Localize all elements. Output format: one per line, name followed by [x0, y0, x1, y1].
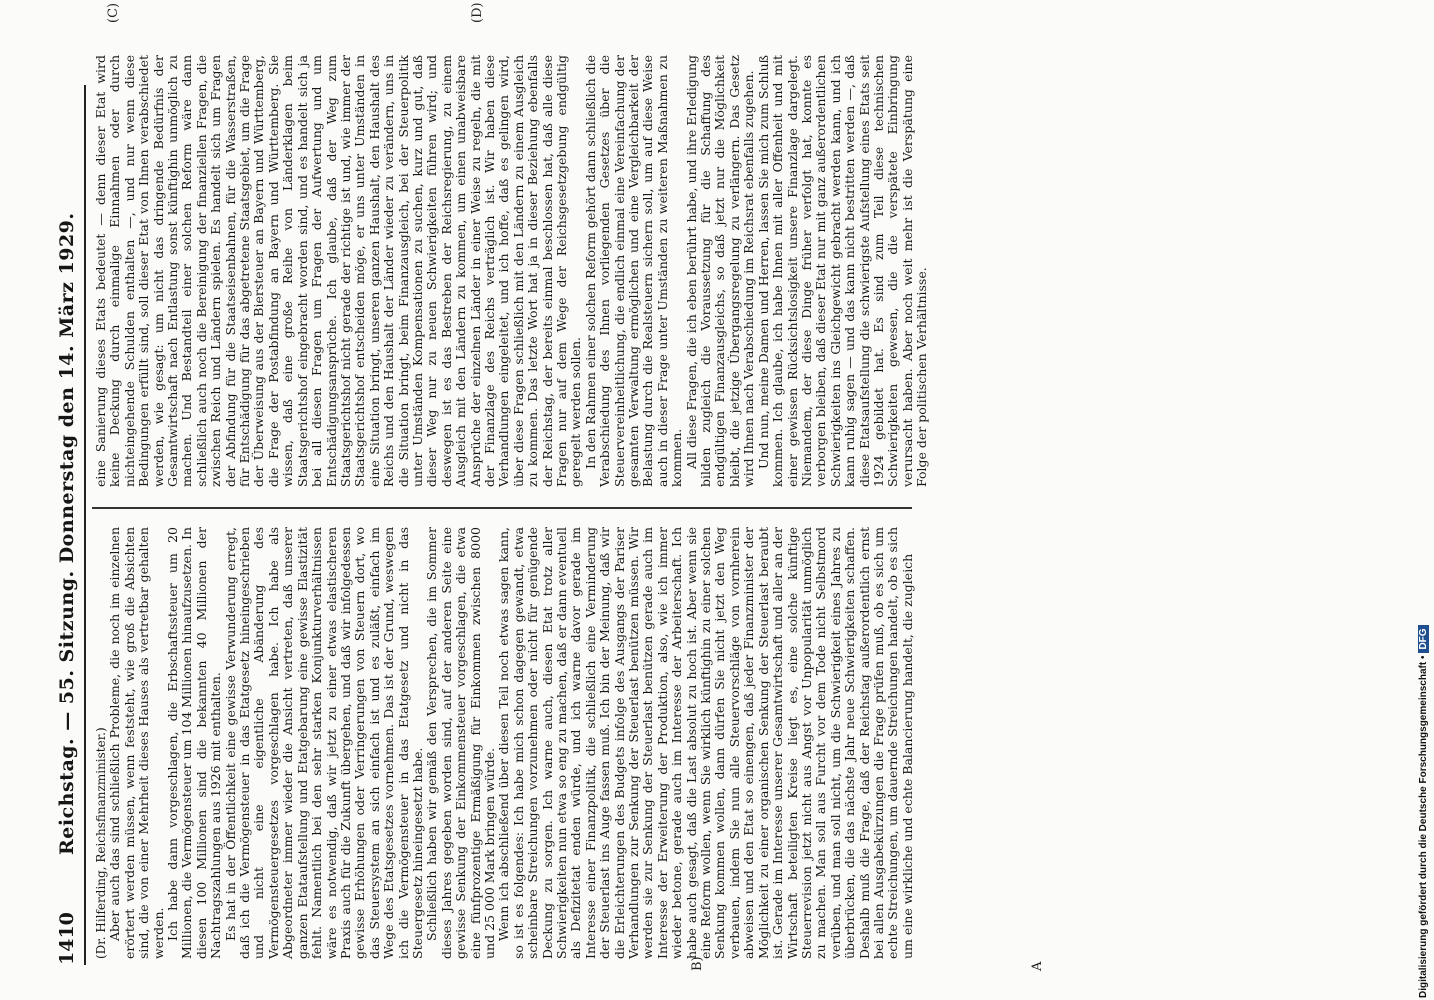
margin-mark-b: B): [690, 956, 705, 971]
right-column: [93, 55, 930, 487]
margin-mark-d: (D): [470, 2, 485, 23]
margin-mark-a: A: [1030, 961, 1045, 971]
digitization-note: [1418, 8, 1432, 998]
page-number: 1410: [56, 912, 78, 965]
paragraph: All diese Fragen, die ich eben berührt habe, und ihre Erledigung bilden zugleich die Voraussetzung für die Schaffung des endgültigen Finanzausgleichs, so daß jetzt nur die Möglichkeit bleibt, die jetzige Übergangsregelung zu verlängern. Das Gesetz wird Ihnen nach Verabschiedung im Reichsrat ebenfalls zugehen.: [683, 55, 757, 487]
column-divider: [92, 508, 912, 510]
paragraph: Wenn ich abschließend über diesen Teil noch etwas sagen kann, so ist es folgendes: Ich habe mich schon dagegen gewandt, etwa scheinbare Streichungen vorzunehmen oder nicht für genügende Deckung zu sorgen. Ich warne auch, diesen Etat trotz aller Schwierigkeiten nun etwa so eng zu machen, daß er dann eventuell als Defizitetat enden würde, und ich warne davor gerade im Interesse einer Finanzpolitik, die schließlich eine Verminderung der Steuerlast ins Auge fassen muß. Ich bin der Meinung, daß wir die Erleichterungen des Budgets infolge des Ausgangs der Pariser Verhandlungen zur Senkung der Steuerlast benützen müssen. Wir werden sie zur Senkung der Steuerlast benützen gerade auch im Interesse der Erweiterung der Produktion, also, wie ich immer wieder betone, gerade auch im Interesse der Arbeiterschaft. Ich habe auch gesagt, daß die Last absolut zu hoch ist. Aber wenn sie eine Reform wollen, wenn Sie wirklich künftighin zu einer solchen Senkung kommen wollen, dann dürfen Sie nicht jetzt den Weg verbauen, indem Sie nun alle Steuervorschläge von vornherein abweisen und den Etat so einengen, daß jeder Finanzminister der Möglichkeit zu einer organischen Senkung der Steuerlast beraubt ist. Gerade im Interesse unserer Gesamtwirtschaft und aller an der Wirtschaft beteiligten Kreise liegt es, eine solche künftige Steuerrevision jetzt nicht aus Angst vor Unpopularität unmöglich zu machen. Man soll aus Furcht vor dem Tode nicht Selbstmord verüben, und man soll nicht, um die Schwierigkeit eines Jahres zu überbrücken, die das nächste Jahr neue Schwierigkeiten schaffen. Deshalb muß die Frage, daß der Reichstag außerordentlich ernst bei allen Ausgabekürzungen die Frage prüfen muß, ob es sich um echte Streichungen, um dauernde Streichungen handelt, ob es sich um eine wirkliche und echte Balancierung handelt, die zugleich: [496, 527, 915, 959]
paragraph: eine Sanierung dieses Etats bedeutet — denn dieser Etat wird keine Deckung durch einmalige Einnahmen oder durch nichteingehende Schulden enthalten —, und nur wenn diese Bedingungen erfüllt sind, soll dieser Etat von Ihnen verabschiedet werden, wie gesagt: um nicht das dringende Bedürfnis der Gesamtwirtschaft nach Entlastung sonst künftighin unmöglich zu machen. Und Bestandteil einer solchen Reform wäre dann schließlich auch noch die Bereinigung der finanziellen Fragen, die zwischen Reich und Ländern spielen. Es handelt sich um Fragen der Abfindung für die Staatseisenbahnen, für die Wasserstraßen, für Entschädigung für das abgetretene Staatsgebiet, um die Frage der Überweisung aus der Biersteuer an Bayern und Württemberg, die Frage der Postabfindung an Bayern und Württemberg. Sie wissen, daß eine große Reihe von Länderklagen beim Staatsgerichtshof eingebracht worden sind, und es handelt sich ja bei all diesen Fragen um Fragen der Aufwertung und um Entschädigungsansprüche. Ich glaube, daß der Weg zum Staatsgerichtshof nicht gerade der richtige ist und, wie immer der Staatsgerichtshof entscheiden möge, er uns unter Umständen in eine Situation bringt, unseren ganzen Haushalt, den Haushalt des Reichs und den Haushalt der Länder wieder zu verändern, uns in die Situation bringt, beim Finanzausgleich, bei der Steuerpolitik unter Umständen Kompensationen zu suchen, kurz und gut, daß dieser Weg nur zu neuen Schwierigkeiten führen wird; und deswegen ist es das Bestreben der Reichsregierung, zu einem Ausgleich mit den Ländern zu kommen, um einen unabweisbare Ansprüche der einzelnen Länder in einer Weise zu regeln, die mit der Finanzlage des Reichs verträglich ist. Wir haben diese Verhandlungen eingeleitet, und ich hoffe, daß es gelingen wird, über diese Fragen schließlich mit den Ländern zu einem Ausgleich zu kommen. Das letzte Wort hat ja in dieser Beziehung ebenfalls der Reichstag, der bereits einmal beschlossen hat, daß alle diese Fragen nur auf dem Wege der Reichsgesetzgebung endgültig geregelt werden sollen.: [93, 55, 584, 487]
paragraph: Schließlich haben wir gemäß den Versprechen, die im Sommer dieses Jahres gegeben worden sind, auf der anderen Seite eine gewisse Senkung der Einkommensteuer vorgeschlagen, die etwa eine fünfprozentige Ermäßigung für Einkommen zwischen 8000 und 25 000 Mark bringen würde.: [424, 527, 497, 959]
paragraph: Es hat in der Öffentlichkeit eine gewisse Verwunderung erregt, daß ich die Vermögensteuer in das Etatgesetz hineingeschrieben und nicht eine eigentliche Abänderung des Vermögensteuergesetzes vorgeschlagen habe. Ich habe als Abgeordneter immer wieder die Ansicht vertreten, daß unserer ganzen Etataufstellung und Etatgebarung eine gewisse Elastizität fehlt. Namentlich bei den sehr starken Konjunkturverhältnissen wäre es notwendig, daß wir jetzt zu einer etwas elastischeren Praxis auch für die Zukunft übergehen, und daß wir infolgedessen gewisse Erhöhungen oder Verringerungen von Steuern dort, wo das Steuersystem an sich einfach ist und es zuläßt, einfach im Wege des Etatsgesetzes vornehmen. Das ist der Grund, weswegen ich die Vermögensteuer in das Etatgesetz und nicht in das Steuergesetz hineingesetzt habe.: [222, 527, 425, 959]
page-title: Reichstag. — 55. Sitzung. Donnerstag den 14. März 1929.: [56, 212, 78, 855]
rotated-page-content: [50, 2, 1380, 971]
paragraph: In den Rahmen einer solchen Reform gehört dann schließlich die Verabschiedung des Ihnen vorliegenden Gesetzes über die Steuervereinheitlichung, die endlich einmal eine Vereinfachung der gesamten Verwaltung ermöglichen und eine Vergleichbarkeit der Belastung durch die Realsteuern sichern soll, um auf diese Weise auch in dieser Frage unter Umständen zu weiteren Maßnahmen zu kommen.: [582, 55, 685, 487]
speaker-line: (Dr. Hilferding, Reichsfinanzminister.): [94, 727, 108, 959]
left-column: [94, 527, 914, 959]
margin-mark-c: (C): [106, 2, 121, 23]
paragraph: Aber auch das sind schließlich Probleme, die noch im einzelnen erörtert werden müssen, wenn feststeht, wie groß die Absichten sind, die von einer Mehrheit dieses Hauses als vertretbar gehalten werden.: [107, 527, 166, 959]
digitization-text: Digitalisierung gefördert durch die Deutsche Forschungsgemeinschaft •: [1418, 655, 1429, 998]
header-rule: [84, 85, 86, 965]
page-header: [50, 25, 86, 965]
dfg-logo: DFG: [1418, 625, 1429, 652]
paragraph: Ich habe dann vorgeschlagen, die Erbschaftssteuer um 20 Millionen, die Vermögensteuer um 104 Millionen hinaufzusetzen. In diesen 100 Millionen sind die bekannten 40 Millionen der Nachtragszahlungen aus 1926 mit enthalten.: [165, 527, 224, 959]
paragraph: Und nun, meine Damen und Herren, lassen Sie mich zum Schluß kommen. Ich glaube, ich habe Ihnen mit aller Offenheit und mit einer gewissen Rücksichtslosigkeit unsere Finanzlage dargelegt. Niemandem, der diese Dinge früher verfolgt hat, konnte es verborgen bleiben, daß dieser Etat nur mit ganz außerordentlichen Schwierigkeiten ins Gleichgewicht gebracht werden kann, und ich kann ruhig sagen — und das kann nicht bestritten werden —, daß diese Etatsaufstellung die schwierigste Aufstellung eines Etats seit 1924 gebildet hat. Es sind zum Teil diese technischen Schwierigkeiten gewesen, die die verspätete Einbringung verursacht haben. Aber noch weit mehr ist die Verspätung eine Folge der politischen Verhältnisse.: [755, 55, 930, 487]
